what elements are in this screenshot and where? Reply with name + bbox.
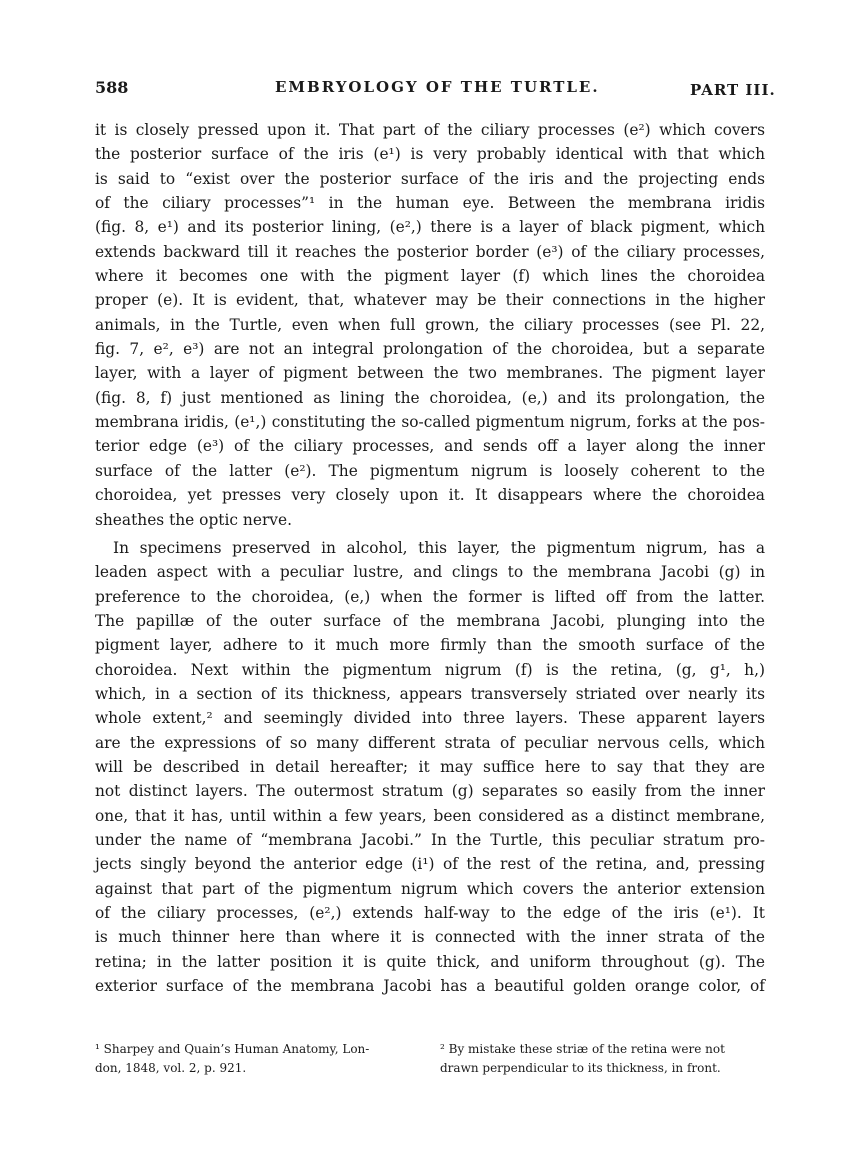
text-line: leaden aspect with a peculiar lustre, and clings to the membrana Jacobi (g) in	[95, 563, 765, 582]
paragraph-1	[95, 118, 765, 532]
text-line: membrana iridis, (e¹,) constituting the so-called pigmentum nigrum, forks at the pos-	[95, 413, 765, 432]
text-line: layer, with a layer of pigment between the two membranes. The pigment layer	[95, 364, 765, 383]
text-line: The papillæ of the outer surface of the membrana Jacobi, plunging into the	[95, 611, 765, 630]
text-line: choroidea. Next within the pigmentum nigrum (f) is the retina, (g, g¹, h,)	[95, 660, 765, 679]
text-line: fig. 7, e², e³) are not an integral prolongation of the choroidea, but a separate	[95, 340, 765, 359]
text-line: will be described in detail hereafter; it may suffice here to say that they are	[95, 757, 765, 776]
footnote-line: drawn perpendicular to its thickness, in front.	[440, 1061, 721, 1075]
text-line: (fig. 8, e¹) and its posterior lining, (e²,) there is a layer of black pigment, which	[95, 218, 765, 237]
text-line: are the expressions of so many different strata of peculiar nervous cells, which	[95, 733, 765, 752]
text-line: animals, in the Turtle, even when full grown, the ciliary processes (see Pl. 22,	[95, 315, 765, 334]
running-header	[0, 78, 850, 104]
text-line: preference to the choroidea, (e,) when the former is lifted off from the latter.	[95, 587, 765, 606]
text-line: under the name of “membrana Jacobi.” In the Turtle, this peculiar stratum pro-	[95, 830, 765, 849]
text-line: one, that it has, until within a few years, been considered as a distinct membrane,	[95, 806, 765, 825]
text-line: exterior surface of the membrana Jacobi has a beautiful golden orange color, of	[95, 977, 765, 996]
text-line: where it becomes one with the pigment layer (f) which lines the choroidea	[95, 267, 765, 286]
footnotes	[95, 1040, 765, 1080]
text-line: not distinct layers. The outermost stratum (g) separates so easily from the inner	[95, 782, 765, 801]
footnote-line: ¹ Sharpey and Quain’s Human Anatomy, Lon-	[95, 1042, 370, 1056]
text-line: is much thinner here than where it is connected with the inner strata of the	[95, 928, 765, 947]
text-line: whole extent,² and seemingly divided into three layers. These apparent layers	[95, 709, 765, 728]
text-line: is said to “exist over the posterior surface of the iris and the projecting ends	[95, 169, 765, 188]
paragraph-2	[95, 536, 765, 999]
footnote-1	[95, 1040, 415, 1078]
text-line: proper (e). It is evident, that, whatever may be their connections in the higher	[95, 291, 765, 310]
text-line: the posterior surface of the iris (e¹) is very probably identical with that which	[95, 145, 765, 164]
text-line: which, in a section of its thickness, appears transversely striated over nearly its	[95, 684, 765, 703]
running-title: EMBRYOLOGY OF THE TURTLE.	[275, 78, 600, 96]
text-line: jects singly beyond the anterior edge (i¹) of the rest of the retina, and, pressing	[95, 855, 765, 874]
text-line: sheathes the optic nerve.	[95, 510, 292, 529]
text-line: against that part of the pigmentum nigrum which covers the anterior extension	[95, 879, 765, 898]
text-line: surface of the latter (e²). The pigmentum nigrum is loosely coherent to the	[95, 461, 765, 480]
text-line: terior edge (e³) of the ciliary processes, and sends off a layer along the inner	[95, 437, 765, 456]
text-line: extends backward till it reaches the posterior border (e³) of the ciliary processes,	[95, 242, 765, 261]
text-line: pigment layer, adhere to it much more firmly than the smooth surface of the	[95, 636, 765, 655]
footnote-2	[440, 1040, 765, 1078]
text-line: of the ciliary processes, (e²,) extends half-way to the edge of the iris (e¹). It	[95, 904, 765, 922]
text-line: In specimens preserved in alcohol, this layer, the pigmentum nigrum, has a	[113, 538, 765, 557]
body-text	[95, 118, 765, 998]
part-label: PART III.	[690, 81, 776, 99]
text-line: choroidea, yet presses very closely upon it. It disappears where the choroidea	[95, 486, 765, 505]
footnote-line: ² By mistake these striæ of the retina were not	[440, 1042, 725, 1056]
footnote-line: don, 1848, vol. 2, p. 921.	[95, 1061, 247, 1075]
text-line: (fig. 8, f) just mentioned as lining the choroidea, (e,) and its prolongation, the	[95, 388, 765, 407]
text-line: of the ciliary processes”¹ in the human eye. Between the membrana iridis	[95, 194, 765, 213]
page-number: 588	[95, 78, 129, 97]
text-line: it is closely pressed upon it. That part of the ciliary processes (e²) which covers	[95, 121, 765, 139]
text-line: retina; in the latter position it is quite thick, and uniform throughout (g). The	[95, 952, 765, 971]
